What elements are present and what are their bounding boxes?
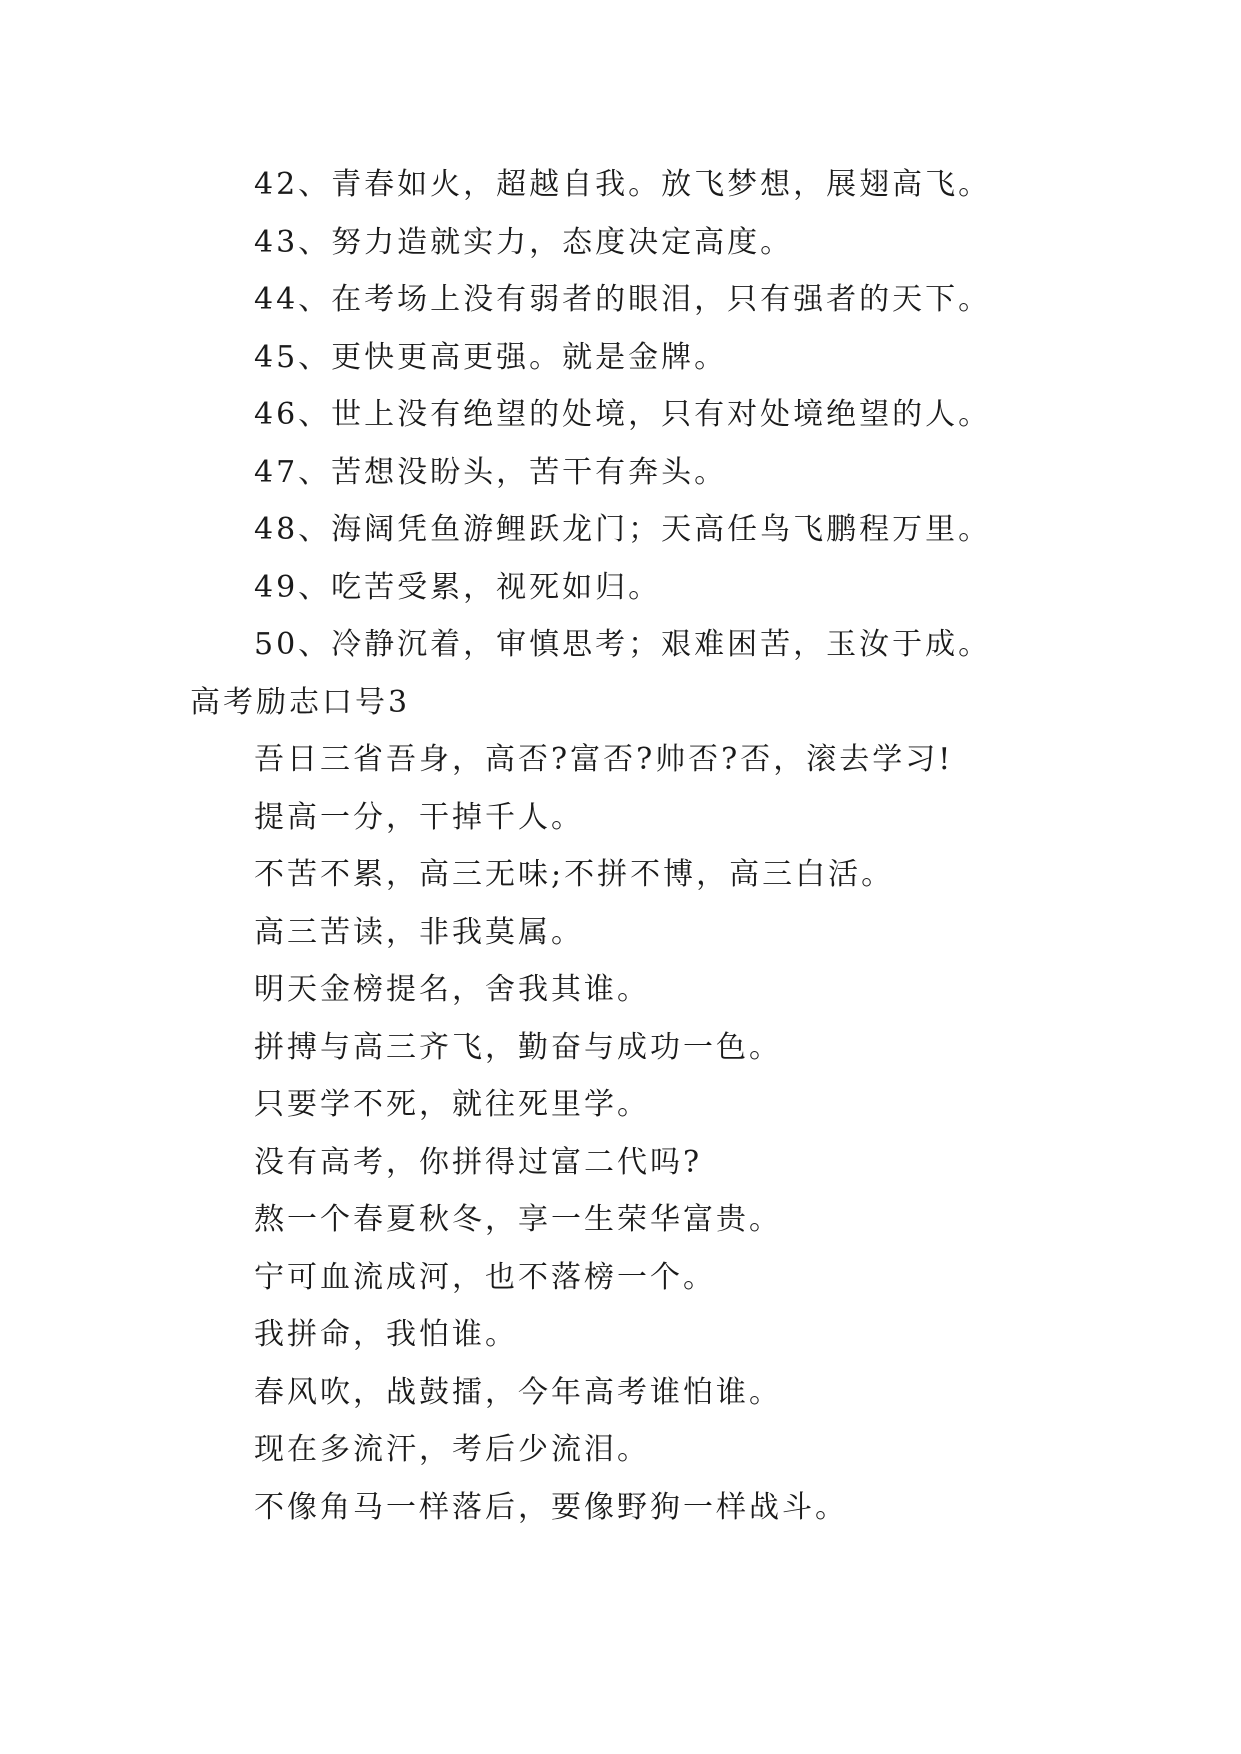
slogan-item: 没有高考，你拼得过富二代吗?	[254, 1145, 703, 1180]
slogan-item: 只要学不死，就往死里学。	[254, 1087, 650, 1122]
numbered-item: 48、海阔凭鱼游鲤跃龙门；天高任鸟飞鹏程万里。	[254, 512, 992, 547]
numbered-item: 49、吃苦受累，视死如归。	[254, 570, 662, 605]
slogan-item: 春风吹，战鼓擂，今年高考谁怕谁。	[254, 1375, 782, 1410]
slogan-item: 提高一分，干掉千人。	[254, 800, 584, 835]
section-heading: 高考励志口号3	[190, 685, 411, 720]
slogan-item: 现在多流汗，考后少流泪。	[254, 1432, 650, 1467]
numbered-item: 45、更快更高更强。就是金牌。	[254, 340, 728, 375]
numbered-item: 47、苦想没盼头，苦干有奔头。	[254, 455, 728, 490]
slogan-item: 不像角马一样落后，要像野狗一样战斗。	[254, 1490, 848, 1525]
slogan-item: 拼搏与高三齐飞，勤奋与成功一色。	[254, 1030, 782, 1065]
slogan-item: 吾日三省吾身，高否?富否?帅否?否，滚去学习!	[254, 742, 954, 777]
slogan-item: 明天金榜提名，舍我其谁。	[254, 972, 650, 1007]
slogan-item: 高三苦读，非我莫属。	[254, 915, 584, 950]
slogan-item: 熬一个春夏秋冬，享一生荣华富贵。	[254, 1202, 782, 1237]
numbered-item: 42、青春如火，超越自我。放飞梦想，展翅高飞。	[254, 167, 992, 202]
slogan-item: 宁可血流成河，也不落榜一个。	[254, 1260, 716, 1295]
numbered-item: 50、冷静沉着，审慎思考；艰难困苦，玉汝于成。	[254, 627, 992, 662]
slogan-item: 不苦不累，高三无味;不拼不博，高三白活。	[254, 857, 895, 892]
numbered-item: 46、世上没有绝望的处境，只有对处境绝望的人。	[254, 397, 992, 432]
slogan-item: 我拼命，我怕谁。	[254, 1317, 518, 1352]
numbered-item: 44、在考场上没有弱者的眼泪，只有强者的天下。	[254, 282, 992, 317]
numbered-item: 43、努力造就实力，态度决定高度。	[254, 225, 794, 260]
